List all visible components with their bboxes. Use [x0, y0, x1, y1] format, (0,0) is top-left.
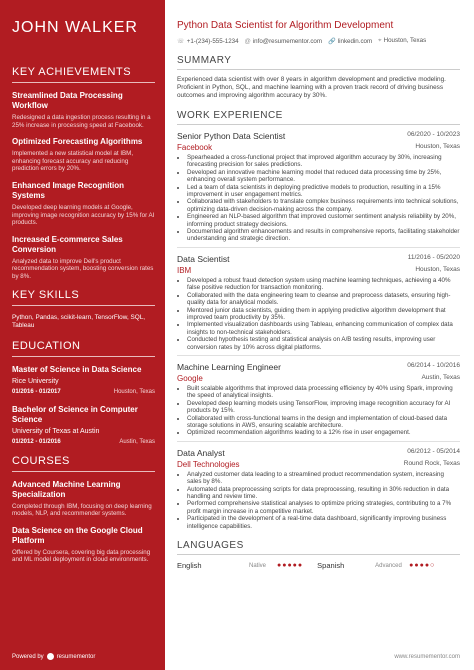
- job-entry: [177, 131, 460, 243]
- job-bullet: • Spearheaded a cross-functional project that improved algorithm accuracy by 30%, increasing forecasting precision for sales predictions.: [187, 154, 460, 169]
- job-bullet: • Collaborated with the data engineering team to cleanse and preprocess datasets, ensuring high-quality data for analytical models.: [187, 292, 460, 307]
- language-name: English: [177, 561, 202, 571]
- job-title: Python Data Scientist for Algorithm Development: [177, 20, 394, 31]
- course-item: [12, 526, 155, 564]
- job-bullet: • Developed a robust fraud detection system using machine learning techniques, achieving a 40% false positive reduction for transaction monitoring.: [187, 277, 460, 292]
- summary-heading: SUMMARY: [177, 55, 460, 70]
- achievement-desc: Developed deep learning models at Google, improving image recognition accuracy by 15% for AI products.: [12, 203, 155, 227]
- achievement-item: [12, 181, 155, 227]
- language-proficiency-dots: ●●●●○: [409, 562, 436, 570]
- job-dates: 06/2012 - 05/2014: [407, 447, 460, 455]
- achievement-item: [12, 235, 155, 281]
- job-bullet: • Mentored junior data scientists, guiding them in applying predictive algorithm development that improved team productivity by 35%.: [187, 307, 460, 322]
- job-bullet: • Documented algorithm enhancements and results in comprehensive reports, facilitating stakeholder understanding and strategic direction.: [187, 228, 460, 243]
- candidate-name: JOHN WALKER: [12, 19, 138, 36]
- achievement-title: Increased E-commerce Sales Conversion: [12, 234, 123, 254]
- achievement-desc: Implemented a new statistical model at IBM, enhancing forecast accuracy and reducing prediction errors by 20%.: [12, 150, 134, 173]
- experience-heading: WORK EXPERIENCE: [177, 110, 460, 125]
- sidebar: [0, 0, 165, 670]
- course-desc: Completed through IBM, focusing on deep learning models, NLP, and recommender systems.: [12, 502, 152, 518]
- language-name: Spanish: [317, 561, 345, 571]
- job-role: Senior Python Data Scientist: [177, 131, 286, 141]
- education-location: Houston, Texas: [113, 388, 155, 395]
- education-school: University of Texas at Austin: [12, 427, 100, 435]
- job-bullet: • Automated data preprocessing scripts for data preprocessing, resulting in 30% reduction in data handling and review time.: [187, 486, 460, 501]
- job-company: IBM: [177, 265, 192, 275]
- job-dates: 06/2014 - 10/2016: [407, 361, 460, 369]
- job-bullet: • Implemented visualization dashboards using Tableau, enhancing communication of complex data insights to non-technical stakeholders.: [187, 321, 460, 336]
- job-bullet: • Analyzed customer data leading to a streamlined product recommendation system, increasing sales by 8%.: [187, 471, 460, 486]
- job-role: Machine Learning Engineer: [177, 361, 281, 372]
- job-company: Facebook: [177, 143, 213, 152]
- course-desc: Offered by Coursera, covering big data processing and ML model deployment in cloud environments.: [12, 548, 151, 564]
- job-dates: 06/2020 - 10/2023: [407, 131, 460, 138]
- job-location: Houston, Texas: [415, 265, 460, 273]
- job-location: Round Rock, Texas: [403, 459, 460, 467]
- contact-info: [177, 37, 427, 45]
- education-school: Rice University: [12, 377, 59, 385]
- education-item: [12, 405, 155, 445]
- footer-url: www.resumementor.com: [394, 654, 460, 660]
- job-bullet: • Performed comprehensive statistical analyses to optimize pricing strategies, contributing to a 7% profit margin increase in a competitive market.: [187, 500, 460, 515]
- job-dates: 11/2016 - 05/2020: [407, 253, 460, 261]
- linkedin-icon: 🔗: [328, 38, 336, 45]
- job-role: Data Scientist: [177, 253, 230, 264]
- job-location: Austin, Texas: [421, 373, 460, 381]
- phone-icon: ☏: [177, 37, 185, 45]
- main-content: [165, 0, 474, 670]
- languages-heading: LANGUAGES: [177, 540, 460, 555]
- resumementor-logo-icon: [47, 653, 54, 660]
- job-entry: [177, 362, 460, 437]
- achievement-desc: Redesigned a data ingestion process resulting in a 25% increase in processing speed at Facebook.: [12, 114, 151, 129]
- job-role: Data Analyst: [177, 447, 225, 458]
- summary-text: Experienced data scientist with over 8 years in algorithm development and predictive modeling. Proficient in Python, SQL, and machine learning with a proven track record of driving business outcomes and improving algorithm accuracy by 30%.: [177, 76, 446, 99]
- job-bullet: • Optimized recommendation algorithms leading to a 12% rise in user engagement.: [187, 429, 460, 436]
- achievement-item: [12, 91, 155, 129]
- course-title: Advanced Machine Learning Specialization: [12, 479, 121, 499]
- course-item: [12, 480, 155, 518]
- email-icon: @: [244, 37, 251, 45]
- courses-heading: COURSES: [12, 455, 155, 472]
- education-heading: EDUCATION: [12, 340, 155, 357]
- location: Houston, Texas: [383, 37, 427, 44]
- job-company: Dell Technologies: [177, 459, 240, 469]
- powered-by-label: Powered by: [12, 653, 44, 660]
- job-location: Houston, Texas: [415, 143, 460, 150]
- job-bullet: • Participated in the development of a real-time data dashboard, significantly improving business intelligence capabilities.: [187, 515, 460, 530]
- achievement-item: [12, 137, 155, 173]
- job-bullet: • Developed an innovative machine learning model that reduced data processing time by 25%, enhancing overall system performance.: [187, 169, 460, 184]
- job-bullet: • Built scalable algorithms that improved data processing efficiency by 40% using Spark, improving the speed of analytical insights.: [187, 385, 460, 400]
- achievement-title: Enhanced Image Recognition Systems: [12, 180, 125, 200]
- achievements-heading: KEY ACHIEVEMENTS: [12, 66, 155, 83]
- education-degree: Master of Science in Data Science: [12, 364, 142, 374]
- powered-by: [12, 653, 95, 660]
- job-bullet: • Collaborated with stakeholders to translate complex business requirements into technical solutions, optimizing data-driven decision-making across the company.: [187, 198, 460, 213]
- job-entry: [177, 254, 460, 351]
- education-dates: 01/2016 - 01/2017: [12, 388, 61, 395]
- location-icon: ⌖: [378, 37, 382, 44]
- education-degree: Bachelor of Science in Computer Science: [12, 404, 138, 424]
- languages-list: [177, 561, 460, 570]
- job-bullet: • Engineered an NLP-based algorithm that improved customer sentiment analysis reliability by 20%, informing product strategy decisions.: [187, 213, 460, 228]
- achievement-title: Optimized Forecasting Algorithms: [12, 137, 143, 147]
- job-bullet: • Led a team of data scientists in deploying predictive models to production, resulting in a 15% improvement in user engagement metrics.: [187, 184, 460, 199]
- job-bullet: • Conducted hypothesis testing and statistical analysis on A/B testing results, improving user conversion rates by 10% across digital platforms.: [187, 336, 460, 351]
- skills-list: Python, Pandas, scikit-learn, TensorFlow, SQL, Tableau: [12, 313, 146, 329]
- course-title: Data Science on the Google Cloud Platform: [12, 525, 143, 545]
- achievement-title: Streamlined Data Processing Workflow: [12, 91, 123, 110]
- skills-heading: KEY SKILLS: [12, 289, 155, 306]
- linkedin[interactable]: linkedin.com: [337, 38, 373, 45]
- education-location: Austin, Texas: [119, 438, 155, 445]
- job-bullet: • Developed deep learning models using TensorFlow, improving image recognition accuracy for AI products by 15%.: [187, 400, 460, 415]
- job-entry: [177, 448, 460, 530]
- phone: +1-(234)-555-1234: [186, 37, 239, 45]
- education-item: [12, 365, 155, 395]
- language-proficiency-dots: ●●●●●: [277, 562, 304, 570]
- education-dates: 01/2012 - 01/2016: [12, 438, 61, 445]
- brand-name: resumementor: [56, 653, 96, 660]
- job-bullet: • Collaborated with cross-functional teams in the design and implementation of cloud-based data storage solutions in AWS, ensuring scalable architecture.: [187, 415, 460, 430]
- achievement-desc: Analyzed data to improve Dell's product recommendation system, boosting conversion rates by 8%.: [12, 257, 154, 280]
- language-level: Native: [249, 562, 267, 569]
- email[interactable]: info@resumementor.com: [252, 37, 323, 45]
- job-company: Google: [177, 373, 203, 383]
- language-level: Advanced: [375, 562, 402, 569]
